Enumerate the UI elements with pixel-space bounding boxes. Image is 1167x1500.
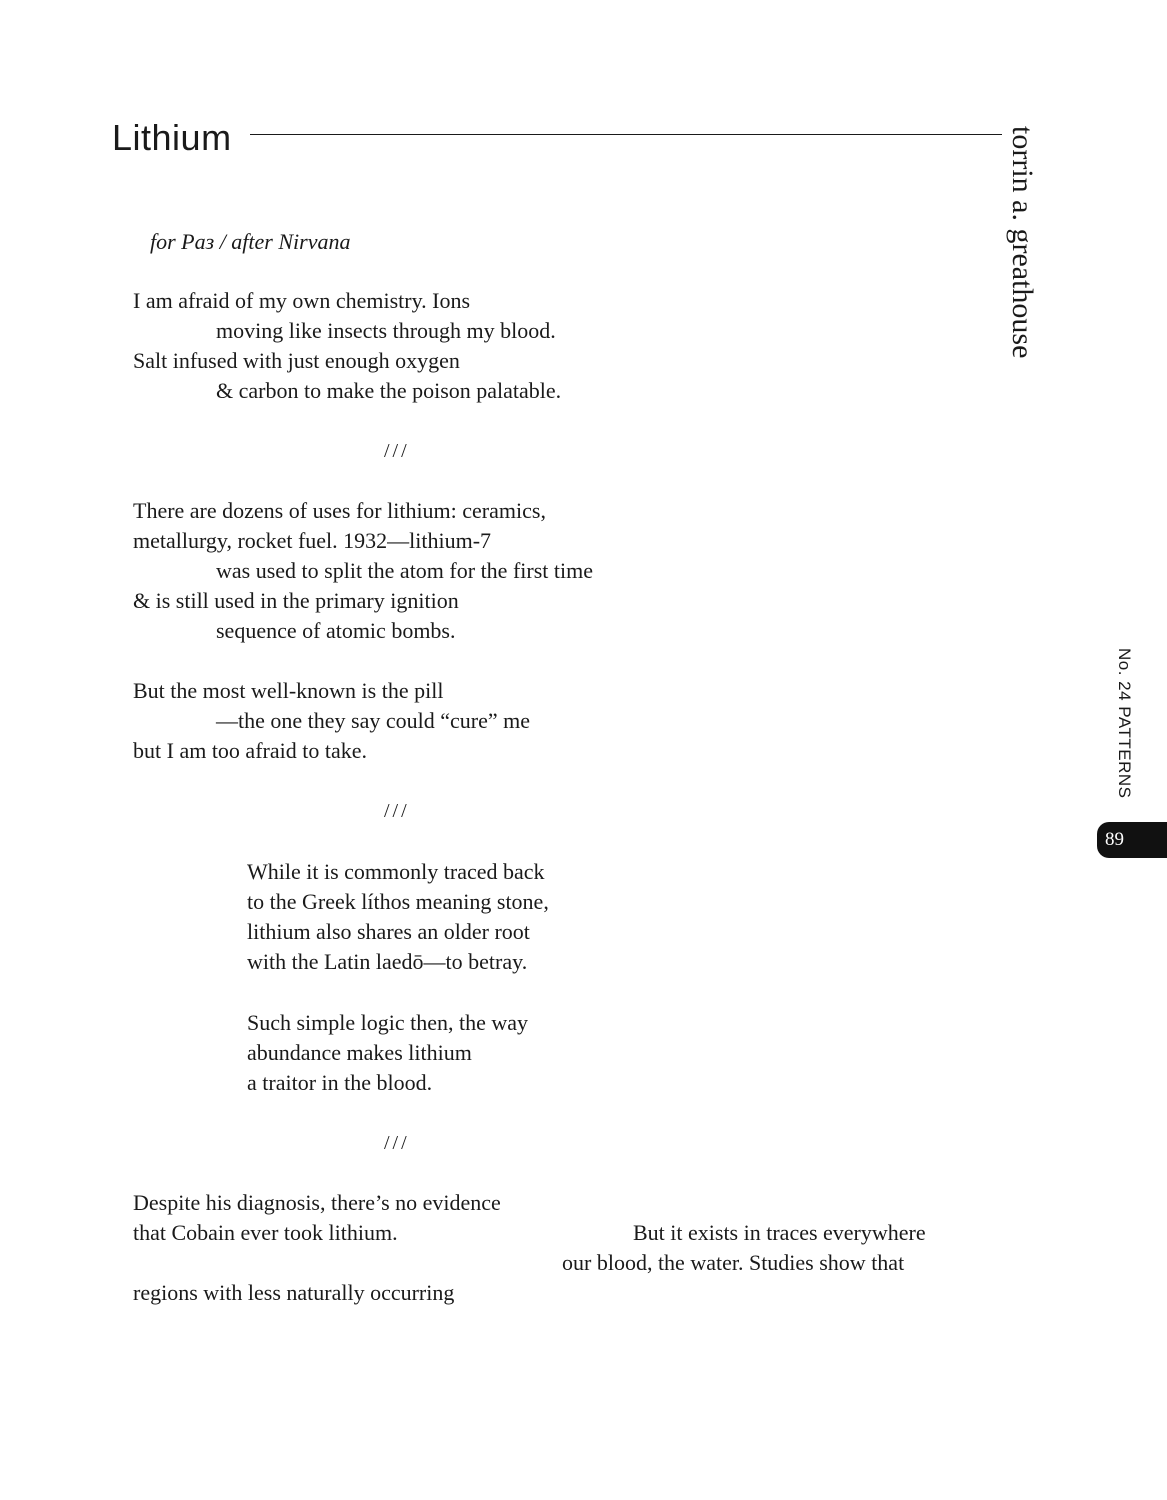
poem-line: regions with less naturally occurring: [133, 1280, 455, 1305]
section-separator: ///: [384, 1132, 410, 1154]
poem-line: that Cobain ever took lithium.: [133, 1220, 398, 1245]
dedication: for Paз / after Nirvana: [150, 229, 351, 254]
poem-line: I am afraid of my own chemistry. Ions: [133, 288, 471, 313]
poem-line: to the Greek líthos meaning stone,: [247, 889, 549, 914]
issue-label: No. 24 PATTERNS: [1115, 648, 1134, 799]
poem-line: There are dozens of uses for lithium: ceramics,: [133, 498, 546, 523]
poem-line: but I am too afraid to take.: [133, 738, 367, 763]
poem-line: sequence of atomic bombs.: [216, 618, 456, 643]
poem-line: Salt infused with just enough oxygen: [133, 348, 460, 373]
poem-line: moving like insects through my blood.: [216, 318, 556, 343]
section-separator: ///: [384, 440, 410, 462]
title-rule: [250, 134, 1002, 135]
page-number: 89: [1105, 829, 1124, 850]
poem-line: —the one they say could “cure” me: [216, 708, 530, 733]
author-name: torrin a. greathouse: [1006, 126, 1039, 359]
poem-title: Lithium: [112, 117, 232, 158]
poem-line: was used to split the atom for the first time: [216, 558, 593, 583]
poem-line: While it is commonly traced back: [247, 859, 545, 884]
poem-line: our blood, the water. Studies show that: [562, 1250, 905, 1275]
poem-line: Despite his diagnosis, there’s no evidence: [133, 1190, 501, 1215]
poem-line: Such simple logic then, the way: [247, 1010, 529, 1035]
poem-line: lithium also shares an older root: [247, 919, 530, 944]
poem-line: a traitor in the blood.: [247, 1070, 433, 1095]
poem-line: But it exists in traces everywhere: [633, 1220, 926, 1245]
poem-line: with the Latin laedō—to betray.: [247, 949, 528, 974]
page-number-tab: [1097, 822, 1167, 858]
poem-line: & is still used in the primary ignition: [133, 588, 459, 613]
poem-line: & carbon to make the poison palatable.: [216, 378, 562, 403]
poem-line: abundance makes lithium: [247, 1040, 472, 1065]
poem-line: metallurgy, rocket fuel. 1932—lithium-7: [133, 528, 492, 553]
poem-line: But the most well-known is the pill: [133, 678, 444, 703]
section-separator: ///: [384, 800, 410, 822]
